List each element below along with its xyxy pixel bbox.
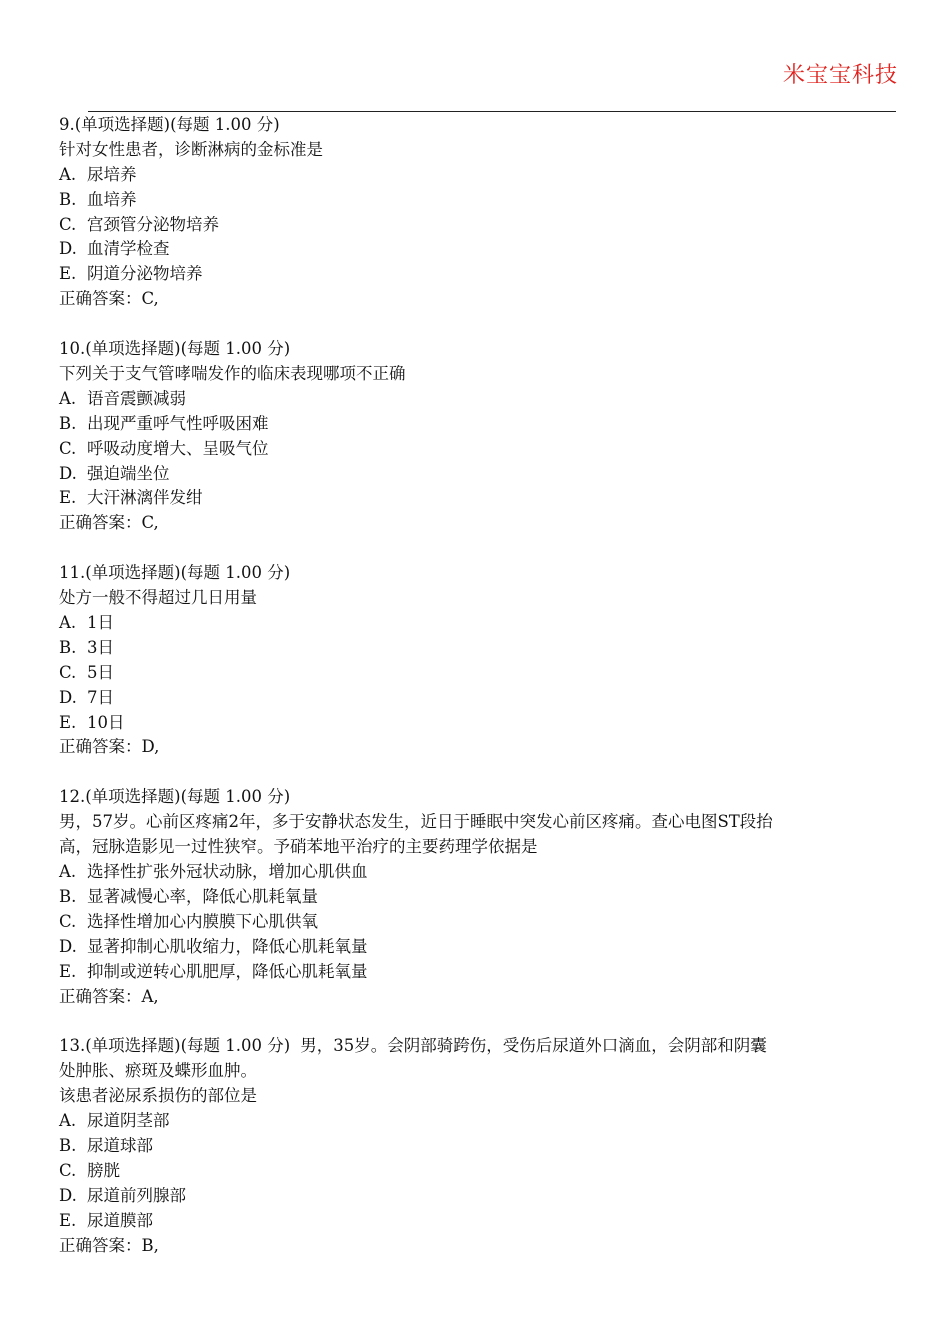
option-letter: B. (59, 886, 77, 906)
option-text: 血清学检查 (87, 239, 170, 259)
option-text: 膀胱 (87, 1160, 120, 1180)
option-text: 宫颈管分泌物培养 (87, 214, 219, 234)
option-text: 强迫端坐位 (87, 463, 170, 483)
option-letter: C. (59, 911, 77, 931)
option-text: 血培养 (87, 189, 137, 209)
header-divider (88, 111, 896, 112)
option-text: 1日 (87, 613, 114, 633)
question-heading: 9.(单项选择题)(每题 1.00 分) (59, 115, 280, 134)
option-letter: D. (59, 936, 77, 956)
option-letter: C. (59, 438, 77, 458)
option-text: 尿道前列腺部 (87, 1185, 186, 1205)
option-e (59, 711, 899, 736)
option-letter: E. (59, 264, 77, 284)
question-9 (59, 113, 899, 312)
option-text: 大汗淋漓伴发绀 (87, 488, 203, 508)
option-a (59, 611, 899, 636)
option-letter: E. (59, 712, 77, 732)
option-letter: D. (59, 463, 77, 483)
option-b (59, 636, 899, 661)
option-c (59, 213, 899, 238)
option-letter: B. (59, 637, 77, 657)
option-a (59, 860, 899, 885)
option-text: 阴道分泌物培养 (87, 264, 203, 284)
question-heading: 12.(单项选择题)(每题 1.00 分) (59, 787, 291, 807)
question-stem: 处肿胀、瘀斑及蝶形血肿。 (59, 1061, 257, 1081)
option-letter: A. (59, 388, 77, 408)
option-text: 语音震颤减弱 (87, 388, 186, 408)
option-b (59, 412, 899, 437)
question-10 (59, 337, 899, 536)
option-text: 选择性增加心内膜膜下心肌供氧 (87, 911, 318, 931)
option-letter: E. (59, 1210, 77, 1230)
option-c (59, 437, 899, 462)
option-d (59, 237, 899, 262)
option-d (59, 1184, 899, 1209)
option-b (59, 188, 899, 213)
correct-answer: 正确答案：C, (59, 513, 159, 533)
option-e (59, 262, 899, 287)
option-letter: A. (59, 613, 77, 633)
option-e (59, 1209, 899, 1234)
question-11 (59, 561, 899, 760)
option-text: 选择性扩张外冠状动脉，增加心肌供血 (87, 862, 368, 882)
option-letter: C. (59, 662, 77, 682)
brand-logo-text: 米宝宝科技 (782, 63, 898, 88)
option-text: 显著抑制心肌收缩力，降低心肌耗氧量 (87, 936, 368, 956)
correct-answer: 正确答案：D, (59, 737, 160, 757)
option-a (59, 1109, 899, 1134)
option-letter: A. (59, 164, 77, 184)
option-d (59, 686, 899, 711)
question-stem: 下列关于支气管哮喘发作的临床表现哪项不正确 (59, 364, 406, 384)
question-stem: 高，冠脉造影见一过性狭窄。予硝苯地平治疗的主要药理学依据是 (59, 837, 538, 857)
question-list (59, 113, 899, 1283)
question-stem: 该患者泌尿系损伤的部位是 (59, 1086, 257, 1106)
question-13 (59, 1034, 899, 1258)
option-letter: B. (59, 413, 77, 433)
question-heading: 10.(单项选择题)(每题 1.00 分) (59, 339, 291, 359)
option-letter: E. (59, 488, 77, 508)
option-letter: B. (59, 189, 77, 209)
question-stem: 男，57岁。心前区疼痛2年，多于安静状态发生，近日于睡眠中突发心前区疼痛。查心电图ST段抬 (59, 812, 773, 832)
option-b (59, 1134, 899, 1159)
option-text: 尿道球部 (87, 1135, 153, 1155)
question-stem-lead: 男，35岁。会阴部骑跨伤，受伤后尿道外口滴血，会阴部和阴囊 (300, 1036, 767, 1056)
question-heading-line (59, 1034, 899, 1059)
option-text: 10日 (87, 712, 125, 732)
question-stem: 针对女性患者，诊断淋病的金标准是 (59, 139, 323, 159)
option-a (59, 387, 899, 412)
option-d (59, 935, 899, 960)
option-letter: D. (59, 239, 77, 259)
option-letter: A. (59, 862, 77, 882)
option-text: 显著减慢心率，降低心肌耗氧量 (87, 886, 318, 906)
option-letter: C. (59, 214, 77, 234)
option-d (59, 462, 899, 487)
option-text: 抑制或逆转心肌肥厚，降低心肌耗氧量 (87, 961, 368, 981)
option-letter: D. (59, 687, 77, 707)
option-text: 尿道阴茎部 (87, 1111, 170, 1131)
question-heading: 13.(单项选择题)(每题 1.00 分) (59, 1036, 291, 1056)
option-c (59, 910, 899, 935)
option-letter: B. (59, 1135, 77, 1155)
option-letter: A. (59, 1111, 77, 1131)
question-12 (59, 785, 899, 1009)
option-a (59, 163, 899, 188)
option-text: 尿道膜部 (87, 1210, 153, 1230)
option-text: 7日 (87, 687, 114, 707)
option-letter: C. (59, 1160, 77, 1180)
option-c (59, 661, 899, 686)
option-text: 出现严重呼气性呼吸困难 (87, 413, 269, 433)
option-b (59, 885, 899, 910)
option-text: 5日 (87, 662, 114, 682)
question-heading: 11.(单项选择题)(每题 1.00 分) (59, 563, 291, 583)
option-text: 呼吸动度增大、呈吸气位 (87, 438, 269, 458)
correct-answer: 正确答案：A, (59, 986, 159, 1006)
option-text: 3日 (87, 637, 114, 657)
correct-answer: 正确答案：B, (59, 1235, 159, 1255)
option-e (59, 486, 899, 511)
correct-answer: 正确答案：C, (59, 289, 159, 309)
option-letter: D. (59, 1185, 77, 1205)
option-e (59, 960, 899, 985)
option-c (59, 1159, 899, 1184)
option-text: 尿培养 (87, 164, 137, 184)
option-letter: E. (59, 961, 77, 981)
question-stem: 处方一般不得超过几日用量 (59, 588, 257, 608)
